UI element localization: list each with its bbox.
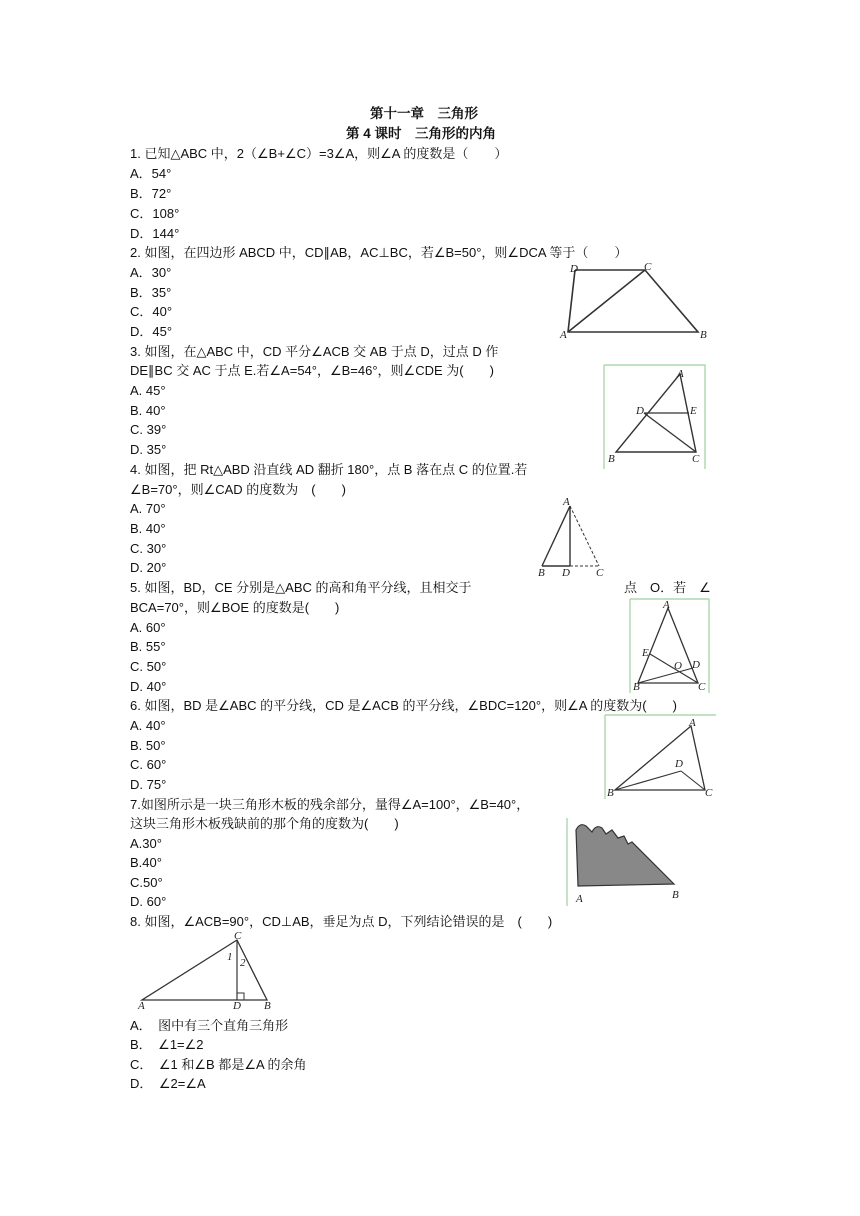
q2-stem: 2. 如图，在四边形 ABCD 中，CD∥AB，AC⊥BC，若∠B=50°，则∠DCA 等于（ ） xyxy=(130,245,628,260)
q6-figure-triangle xyxy=(605,714,717,800)
q5-option-c: C. 50° xyxy=(130,659,167,674)
q3-figure-triangle xyxy=(604,364,706,470)
q4-label-c: C xyxy=(596,567,604,579)
q5-stem-line1: 5. 如图，BD，CE 分别是△ABC 的高和角平分线，且相交于 xyxy=(130,580,472,595)
q6-stem: 6. 如图，BD 是∠ABC 的平分线，CD 是∠ACB 的平分线，∠BDC=120°，则∠A 的度数为( ) xyxy=(130,698,677,713)
q3-label-b: B xyxy=(608,453,615,465)
q6-label-a: A xyxy=(689,717,696,729)
q5-label-d: D xyxy=(692,659,700,671)
q1-option-c: C．108° xyxy=(130,206,180,221)
q4-stem-line2: ∠B=70°，则∠CAD 的度数为 ( ) xyxy=(130,482,346,497)
q4-label-d: D xyxy=(562,567,570,579)
q4-label-a: A xyxy=(563,496,570,508)
q2-figure-trapezoid xyxy=(560,258,710,342)
q6-option-d: D. 75° xyxy=(130,777,167,792)
chapter-title: 第十一章 三角形 xyxy=(370,106,478,121)
q5-stem-line1-tail: 点 O．若 ∠ xyxy=(624,580,711,595)
q8-label-a: A xyxy=(138,1000,145,1012)
q2-label-d: D xyxy=(570,263,578,275)
q7-label-a: A xyxy=(576,893,583,905)
q3-label-e: E xyxy=(690,405,697,417)
q3-option-a: A. 45° xyxy=(130,383,166,398)
q6-label-c: C xyxy=(705,787,713,799)
q5-label-c: C xyxy=(698,681,706,693)
q7-option-b: B.40° xyxy=(130,855,162,870)
q3-option-b: B. 40° xyxy=(130,403,166,418)
q3-option-d: D. 35° xyxy=(130,442,167,457)
q7-stem-line2: 这块三角形木板残缺前的那个角的度数为( ) xyxy=(130,816,399,831)
q2-label-b: B xyxy=(700,329,707,341)
q6-label-d: D xyxy=(675,758,683,770)
q8-stem: 8. 如图，∠ACB=90°，CD⊥AB，垂足为点 D，下列结论错误的是 ( ) xyxy=(130,914,553,929)
q1-option-b: B．72° xyxy=(130,186,172,201)
q8-label-d: D xyxy=(233,1000,241,1012)
q8-label-b: B xyxy=(264,1000,271,1012)
q2-option-b: B．35° xyxy=(130,285,172,300)
q5-label-b: B xyxy=(633,681,640,693)
q7-stem-line1: 7.如图所示是一块三角形木板的残余部分，量得∠A=100°，∠B=40°， xyxy=(130,797,530,812)
q4-option-c: C. 30° xyxy=(130,541,167,556)
q5-stem-line2: BCA=70°，则∠BOE 的度数是( ) xyxy=(130,600,340,615)
q4-figure-fold xyxy=(536,494,610,579)
q2-option-c: C．40° xyxy=(130,304,173,319)
q2-option-a: A．30° xyxy=(130,265,172,280)
q8-option-d: D． ∠2=∠A xyxy=(130,1076,206,1091)
q8-option-b: B． ∠1=∠2 xyxy=(130,1037,204,1052)
q2-label-a: A xyxy=(560,329,567,341)
q5-label-o: O xyxy=(674,660,682,672)
q6-option-b: B. 50° xyxy=(130,738,166,753)
q6-option-a: A. 40° xyxy=(130,718,166,733)
q3-label-a: A xyxy=(677,368,684,380)
q6-option-c: C. 60° xyxy=(130,757,167,772)
q8-label-2: 2 xyxy=(240,957,246,969)
q4-option-a: A. 70° xyxy=(130,501,166,516)
q6-label-b: B xyxy=(607,787,614,799)
q4-option-d: D. 20° xyxy=(130,560,167,575)
q4-stem-line1: 4. 如图，把 Rt△ABD 沿直线 AD 翻折 180°，点 B 落在点 C 的位置.若 xyxy=(130,462,528,477)
q5-figure-triangle xyxy=(630,598,710,694)
q7-option-d: D. 60° xyxy=(130,894,167,909)
q8-label-c: C xyxy=(234,930,242,942)
q8-option-c: C． ∠1 和∠B 都是∠A 的余角 xyxy=(130,1057,307,1072)
q2-option-d: D．45° xyxy=(130,324,173,339)
q3-label-d: D xyxy=(636,405,644,417)
q5-option-d: D. 40° xyxy=(130,679,167,694)
q1-option-a: A．54° xyxy=(130,166,172,181)
q2-label-c: C xyxy=(644,261,652,273)
q5-label-a: A xyxy=(663,599,670,611)
q1-stem: 1. 已知△ABC 中，2（∠B+∠C）=3∠A，则∠A 的度数是（ ） xyxy=(130,146,508,161)
q1-option-d: D．144° xyxy=(130,226,180,241)
q8-option-a: A． 图中有三个直角三角形 xyxy=(130,1018,289,1033)
q7-figure-board xyxy=(566,816,686,908)
q3-option-c: C. 39° xyxy=(130,422,167,437)
q7-option-a: A.30° xyxy=(130,836,162,851)
q5-option-a: A. 60° xyxy=(130,620,166,635)
q7-option-c: C.50° xyxy=(130,875,163,890)
q4-label-b: B xyxy=(538,567,545,579)
q3-stem-line2: DE∥BC 交 AC 于点 E.若∠A=54°，∠B=46°，则∠CDE 为( ) xyxy=(130,363,494,378)
q5-label-e: E xyxy=(642,647,649,659)
q8-label-1: 1 xyxy=(227,951,233,963)
q3-label-c: C xyxy=(692,453,700,465)
q3-stem-line1: 3. 如图，在△ABC 中，CD 平分∠ACB 交 AB 于点 D，过点 D 作 xyxy=(130,344,499,359)
q5-option-b: B. 55° xyxy=(130,639,166,654)
lesson-title: 第 4 课时 三角形的内角 xyxy=(346,126,497,141)
q8-figure-right-triangle xyxy=(134,930,284,1010)
q4-option-b: B. 40° xyxy=(130,521,166,536)
q7-label-b: B xyxy=(672,889,679,901)
